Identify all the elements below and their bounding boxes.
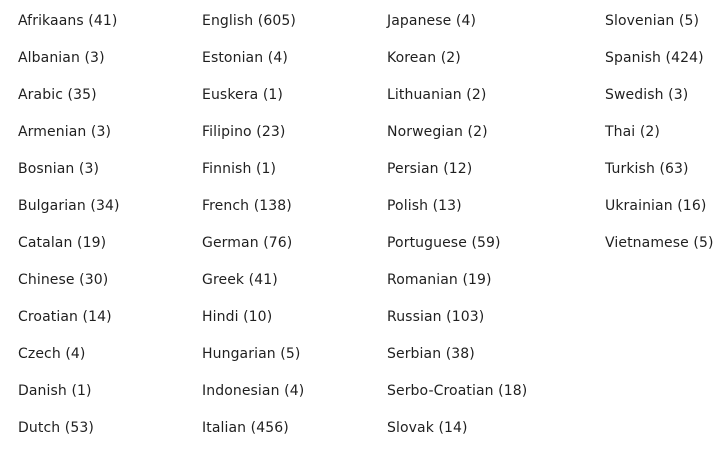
- language-item: [387, 269, 527, 306]
- language-item: [18, 417, 120, 454]
- language-item: [387, 306, 527, 343]
- language-item: [605, 121, 714, 158]
- language-item: [18, 10, 120, 47]
- language-item: [387, 121, 527, 158]
- language-link-estonian[interactable]: Estonian (4): [202, 50, 288, 66]
- language-item: [605, 84, 714, 121]
- language-link-lithuanian[interactable]: Lithuanian (2): [387, 87, 487, 103]
- language-item: [18, 195, 120, 232]
- language-item: [18, 47, 120, 84]
- language-link-polish[interactable]: Polish (13): [387, 198, 462, 214]
- language-link-danish[interactable]: Danish (1): [18, 383, 92, 399]
- language-item: [387, 84, 527, 121]
- language-link-serbo-croatian[interactable]: Serbo-Croatian (18): [387, 383, 528, 399]
- language-item: [202, 47, 304, 84]
- language-link-armenian[interactable]: Armenian (3): [18, 124, 112, 140]
- language-item: [18, 232, 120, 269]
- language-item: [202, 306, 304, 343]
- language-item: [605, 232, 714, 269]
- language-item: [202, 84, 304, 121]
- language-link-english[interactable]: English (605): [202, 13, 296, 29]
- language-item: [202, 195, 304, 232]
- language-link-greek[interactable]: Greek (41): [202, 272, 278, 288]
- language-link-russian[interactable]: Russian (103): [387, 309, 485, 325]
- language-item: [18, 158, 120, 195]
- language-item: [18, 343, 120, 380]
- language-item: [18, 380, 120, 417]
- language-link-euskera[interactable]: Euskera (1): [202, 87, 283, 103]
- language-link-portuguese[interactable]: Portuguese (59): [387, 235, 501, 251]
- language-link-finnish[interactable]: Finnish (1): [202, 161, 277, 177]
- language-link-albanian[interactable]: Albanian (3): [18, 50, 105, 66]
- language-link-bulgarian[interactable]: Bulgarian (34): [18, 198, 120, 214]
- language-item: [202, 232, 304, 269]
- language-link-slovenian[interactable]: Slovenian (5): [605, 13, 700, 29]
- language-item: [202, 269, 304, 306]
- language-item: [387, 47, 527, 84]
- language-item: [202, 380, 304, 417]
- language-link-turkish[interactable]: Turkish (63): [605, 161, 689, 177]
- language-link-swedish[interactable]: Swedish (3): [605, 87, 689, 103]
- language-link-czech[interactable]: Czech (4): [18, 346, 86, 362]
- language-link-filipino[interactable]: Filipino (23): [202, 124, 286, 140]
- language-column-1: [18, 10, 120, 454]
- language-link-italian[interactable]: Italian (456): [202, 420, 289, 436]
- language-item: [605, 47, 714, 84]
- language-item: [202, 10, 304, 47]
- language-link-bosnian[interactable]: Bosnian (3): [18, 161, 100, 177]
- language-column-3: [387, 10, 527, 454]
- language-link-afrikaans[interactable]: Afrikaans (41): [18, 13, 118, 29]
- language-item: [605, 10, 714, 47]
- language-link-norwegian[interactable]: Norwegian (2): [387, 124, 488, 140]
- language-item: [387, 343, 527, 380]
- language-link-ukrainian[interactable]: Ukrainian (16): [605, 198, 707, 214]
- language-item: [18, 269, 120, 306]
- language-item: [18, 121, 120, 158]
- language-link-hungarian[interactable]: Hungarian (5): [202, 346, 301, 362]
- language-link-french[interactable]: French (138): [202, 198, 292, 214]
- language-link-chinese[interactable]: Chinese (30): [18, 272, 109, 288]
- language-link-korean[interactable]: Korean (2): [387, 50, 461, 66]
- language-item: [387, 10, 527, 47]
- language-link-catalan[interactable]: Catalan (19): [18, 235, 107, 251]
- language-link-slovak[interactable]: Slovak (14): [387, 420, 468, 436]
- language-item: [387, 417, 527, 454]
- language-link-hindi[interactable]: Hindi (10): [202, 309, 273, 325]
- language-item: [18, 84, 120, 121]
- language-column-4: [605, 10, 714, 269]
- language-link-german[interactable]: German (76): [202, 235, 293, 251]
- language-link-romanian[interactable]: Romanian (19): [387, 272, 492, 288]
- language-item: [202, 158, 304, 195]
- language-item: [387, 158, 527, 195]
- language-link-croatian[interactable]: Croatian (14): [18, 309, 112, 325]
- language-item: [202, 343, 304, 380]
- language-link-dutch[interactable]: Dutch (53): [18, 420, 94, 436]
- language-item: [202, 417, 304, 454]
- language-item: [605, 195, 714, 232]
- language-link-arabic[interactable]: Arabic (35): [18, 87, 97, 103]
- language-link-japanese[interactable]: Japanese (4): [387, 13, 477, 29]
- language-link-persian[interactable]: Persian (12): [387, 161, 473, 177]
- language-link-vietnamese[interactable]: Vietnamese (5): [605, 235, 714, 251]
- language-item: [387, 380, 527, 417]
- language-link-thai[interactable]: Thai (2): [605, 124, 660, 140]
- language-column-2: [202, 10, 304, 454]
- language-link-indonesian[interactable]: Indonesian (4): [202, 383, 305, 399]
- language-item: [387, 195, 527, 232]
- language-item: [605, 158, 714, 195]
- language-link-spanish[interactable]: Spanish (424): [605, 50, 704, 66]
- language-item: [202, 121, 304, 158]
- language-item: [18, 306, 120, 343]
- language-link-serbian[interactable]: Serbian (38): [387, 346, 475, 362]
- language-item: [387, 232, 527, 269]
